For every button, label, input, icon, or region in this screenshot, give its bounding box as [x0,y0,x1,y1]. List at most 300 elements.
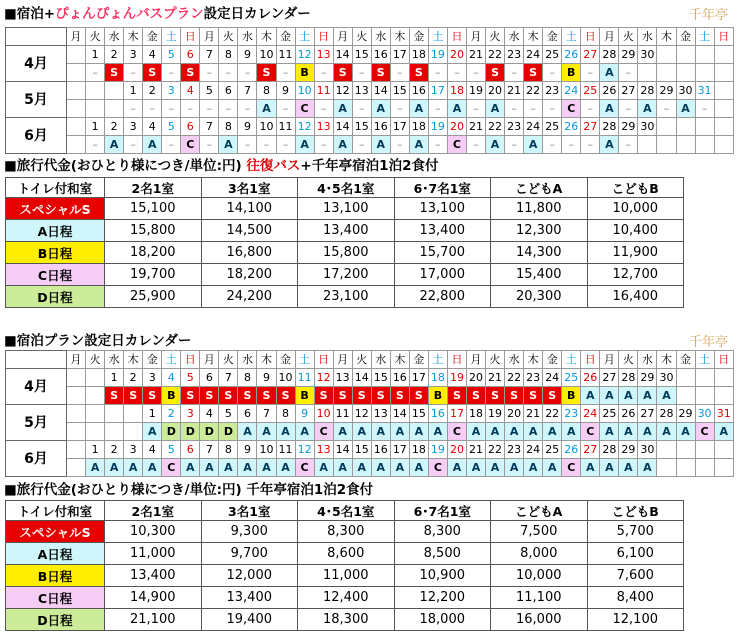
schedule-code-cell [714,100,733,118]
schedule-code-cell: – [619,136,638,154]
schedule-code-cell: A [409,136,428,154]
day-number-cell [657,441,676,459]
day-number-cell [676,369,695,387]
schedule-code-cell: S [238,387,257,405]
price-cell: 13,400 [298,220,395,242]
price-cell: 10,000 [491,565,588,587]
schedule-code-cell: – [276,136,295,154]
price-cell: 18,000 [394,609,491,631]
price-column-header: 4･5名1室 [298,178,395,198]
weekday-header: 水 [371,351,390,369]
schedule-code-cell [695,64,714,82]
schedule-code-cell [105,100,124,118]
price-cell: 14,300 [491,242,588,264]
schedule-code-cell: A [600,136,619,154]
day-number-cell: 17 [428,82,447,100]
schedule-code-cell: A [352,459,371,477]
day-number-cell: 8 [219,118,238,136]
schedule-code-cell: – [86,64,105,82]
price-cell: 23,100 [298,286,395,308]
schedule-code-cell: A [600,423,619,441]
weekday-header: 火 [86,28,105,46]
day-number-cell: 3 [162,82,181,100]
day-number-cell: 8 [219,46,238,64]
day-number-cell [695,441,714,459]
weekday-header: 日 [714,351,733,369]
day-number-cell: 4 [200,405,219,423]
day-number-cell: 1 [124,82,143,100]
weekday-header: 火 [352,351,371,369]
weekday-header: 木 [524,28,543,46]
schedule-code-cell [86,100,105,118]
weekday-header: 火 [486,351,505,369]
price-cell: 8,000 [491,543,588,565]
day-number-cell: 11 [295,369,314,387]
schedule-code-cell: A [143,136,162,154]
price-cell: 25,900 [105,286,202,308]
weekday-header: 木 [524,351,543,369]
price-column-header: 3名1室 [201,178,298,198]
price-row [6,565,684,587]
day-number-cell: 6 [238,405,257,423]
schedule-code-cell: B [162,387,181,405]
brand-label-1: 千年亭 [688,8,728,23]
day-number-cell: 24 [543,369,562,387]
price-row-label: B日程 [6,565,105,587]
plan1-title-prefix: ■宿泊+ [4,6,56,22]
day-number-cell: 23 [524,369,543,387]
schedule-code-cell: A [524,459,543,477]
day-number-cell: 16 [371,46,390,64]
price-cell: 11,800 [491,198,588,220]
day-number-cell [67,405,86,423]
price-cell: 14,100 [201,198,298,220]
schedule-code-cell: B [295,387,314,405]
plan2-calendar-title: ■宿泊プラン設定日カレンダー [4,333,192,349]
plan1-price-title [4,157,438,175]
day-number-cell: 30 [676,82,695,100]
weekday-header: 土 [162,351,181,369]
schedule-code-cell: S [181,64,200,82]
schedule-code-cell: – [314,64,333,82]
price-cell: 10,000 [587,198,684,220]
schedule-code-cell: A [409,100,428,118]
schedule-code-cell: A [638,387,657,405]
schedule-code-cell: A [371,136,390,154]
day-number-cell: 5 [162,441,181,459]
day-number-cell: 3 [124,441,143,459]
day-number-cell: 4 [162,369,181,387]
schedule-code-cell: – [390,100,409,118]
weekday-header: 火 [619,351,638,369]
schedule-code-cell: C [581,423,600,441]
schedule-code-cell: – [352,64,371,82]
schedule-code-cell: C [181,136,200,154]
schedule-code-cell: C [447,423,466,441]
weekday-header: 土 [295,351,314,369]
schedule-code-cell [714,387,733,405]
schedule-code-cell: A [676,423,695,441]
price-cell: 24,200 [201,286,298,308]
schedule-code-cell: S [486,64,505,82]
day-number-cell: 14 [333,441,352,459]
day-number-cell: 15 [371,369,390,387]
day-number-cell: 17 [390,118,409,136]
schedule-code-cell: A [371,100,390,118]
day-number-cell: 1 [86,441,105,459]
price-cell: 12,700 [587,264,684,286]
day-number-cell: 18 [428,369,447,387]
day-number-cell: 2 [162,405,181,423]
day-number-cell: 1 [86,46,105,64]
day-number-cell [86,405,105,423]
schedule-code-cell: – [619,100,638,118]
weekday-header: 日 [581,28,600,46]
price-cell: 15,700 [394,242,491,264]
price-cell: 15,400 [491,264,588,286]
day-number-cell: 20 [447,441,466,459]
schedule-code-cell: A [638,423,657,441]
day-number-cell: 1 [143,405,162,423]
schedule-code-cell: S [390,387,409,405]
schedule-code-cell: – [543,100,562,118]
price-cell: 12,000 [201,565,298,587]
day-number-cell: 31 [695,82,714,100]
day-number-cell: 18 [466,405,485,423]
day-number-cell: 13 [314,46,333,64]
schedule-code-cell: S [409,387,428,405]
price-row [6,198,684,220]
price-cell: 20,300 [491,286,588,308]
price-cell: 16,400 [587,286,684,308]
weekday-header: 金 [543,351,562,369]
day-number-cell: 3 [124,46,143,64]
day-number-cell: 20 [505,405,524,423]
price-row-label: A日程 [6,543,105,565]
day-number-cell: 8 [257,82,276,100]
price-row-label: D日程 [6,286,105,308]
day-number-cell: 7 [200,441,219,459]
day-number-cell: 7 [257,405,276,423]
schedule-code-cell [676,64,695,82]
price-cell: 12,300 [491,220,588,242]
weekday-header: 月 [200,351,219,369]
day-number-cell: 7 [219,369,238,387]
day-number-cell: 24 [524,441,543,459]
weekday-header: 月 [333,28,352,46]
day-number-cell: 20 [447,46,466,64]
schedule-code-cell: – [466,136,485,154]
schedule-code-cell: C [314,423,333,441]
weekday-header: 月 [466,351,485,369]
schedule-code-cell [67,64,86,82]
schedule-code-cell [86,423,105,441]
schedule-code-cell: A [619,387,638,405]
schedule-code-cell: A [143,459,162,477]
calendar-code-row [6,423,734,441]
schedule-code-cell: A [238,459,257,477]
schedule-code-cell: A [486,459,505,477]
price-cell: 12,400 [298,587,395,609]
schedule-code-cell: S [371,64,390,82]
plan2-price-title: ■旅行代金(おひとり様につき/単位:円) 千年亭宿泊1泊2食付 [4,482,374,498]
day-number-cell: 16 [409,82,428,100]
schedule-code-cell: – [543,64,562,82]
schedule-code-cell: – [238,136,257,154]
month-label: 4月 [6,46,67,82]
weekday-header: 土 [695,351,714,369]
schedule-code-cell: S [105,64,124,82]
schedule-code-cell: A [505,423,524,441]
schedule-code-cell [657,136,676,154]
weekday-header: 日 [181,351,200,369]
price-cell: 19,700 [105,264,202,286]
day-number-cell: 20 [466,369,485,387]
weekday-header: 土 [428,28,447,46]
schedule-code-cell [676,459,695,477]
schedule-code-cell: A [638,100,657,118]
price-cell: 6,100 [587,543,684,565]
schedule-code-cell: B [562,387,581,405]
day-number-cell [657,118,676,136]
day-number-cell: 9 [276,82,295,100]
day-number-cell: 19 [447,369,466,387]
day-number-cell: 30 [638,118,657,136]
plan2-price-table [5,500,684,631]
calendar-day-row [6,405,734,423]
price-row-label: スペシャルS [6,198,105,220]
day-number-cell: 1 [86,118,105,136]
calendar-corner-cell [6,351,67,369]
day-number-cell: 7 [200,46,219,64]
price-row [6,521,684,543]
calendar-code-row [6,64,734,82]
schedule-code-cell: A [238,423,257,441]
price-cell: 11,000 [105,543,202,565]
day-number-cell: 29 [619,441,638,459]
schedule-code-cell: A [657,387,676,405]
weekday-header: 月 [600,351,619,369]
schedule-code-cell: A [333,100,352,118]
day-number-cell: 9 [238,46,257,64]
weekday-header: 日 [314,351,333,369]
schedule-code-cell: – [505,136,524,154]
calendar-day-row [6,118,734,136]
price-row [6,286,684,308]
day-number-cell: 13 [333,369,352,387]
schedule-code-cell: A [581,387,600,405]
price-cell: 14,500 [201,220,298,242]
weekday-header: 水 [105,28,124,46]
day-number-cell: 29 [638,369,657,387]
weekday-header: 木 [657,28,676,46]
day-number-cell: 3 [124,118,143,136]
weekday-header: 水 [638,28,657,46]
day-number-cell [105,405,124,423]
day-number-cell: 11 [276,441,295,459]
price-cell: 18,200 [105,242,202,264]
day-number-cell [714,82,733,100]
day-number-cell: 31 [714,405,733,423]
schedule-code-cell: – [162,100,181,118]
day-number-cell: 22 [543,405,562,423]
schedule-code-cell: – [505,64,524,82]
day-number-cell: 18 [447,82,466,100]
schedule-code-cell: B [295,64,314,82]
day-number-cell: 4 [143,46,162,64]
day-number-cell: 18 [409,46,428,64]
price-cell: 8,500 [394,543,491,565]
schedule-code-cell: – [124,136,143,154]
schedule-code-cell: – [181,100,200,118]
price-cell: 7,600 [587,565,684,587]
calendar-weekday-row [6,28,734,46]
month-label: 4月 [6,369,67,405]
day-number-cell: 18 [409,441,428,459]
schedule-code-cell [67,459,86,477]
weekday-header: 日 [447,28,466,46]
weekday-header: 金 [543,28,562,46]
weekday-header: 月 [466,28,485,46]
day-number-cell: 26 [562,46,581,64]
weekday-header: 土 [695,28,714,46]
schedule-code-cell: S [524,64,543,82]
day-number-cell: 2 [143,82,162,100]
weekday-header: 水 [505,28,524,46]
plan1-price-table [5,177,684,308]
schedule-code-cell [105,423,124,441]
schedule-code-cell: A [333,459,352,477]
schedule-code-cell: – [524,100,543,118]
day-number-cell: 15 [352,46,371,64]
day-number-cell: 11 [276,46,295,64]
day-number-cell: 24 [524,46,543,64]
price-cell: 7,500 [491,521,588,543]
schedule-code-cell: – [619,64,638,82]
price-cell: 11,000 [298,565,395,587]
schedule-code-cell: – [562,136,581,154]
day-number-cell [67,82,86,100]
price-row-label: B日程 [6,242,105,264]
schedule-code-cell: A [409,423,428,441]
weekday-header: 火 [619,28,638,46]
schedule-code-cell: A [371,423,390,441]
day-number-cell: 21 [466,118,485,136]
schedule-code-cell: C [295,100,314,118]
schedule-code-cell: A [543,423,562,441]
day-number-cell [67,118,86,136]
calendar-code-row [6,459,734,477]
schedule-code-cell [67,387,86,405]
schedule-code-cell: – [314,100,333,118]
calendar-day-row [6,369,734,387]
weekday-header: 水 [105,351,124,369]
day-number-cell: 19 [486,405,505,423]
day-number-cell: 2 [124,369,143,387]
day-number-cell: 26 [619,405,638,423]
weekday-header: 金 [143,351,162,369]
day-number-cell: 10 [295,82,314,100]
schedule-code-cell: A [657,423,676,441]
day-number-cell: 27 [581,441,600,459]
price-cell: 10,400 [587,220,684,242]
schedule-code-cell: S [219,387,238,405]
weekday-header: 日 [581,351,600,369]
schedule-code-cell: S [543,387,562,405]
day-number-cell [86,82,105,100]
price-cell: 10,300 [105,521,202,543]
day-number-cell: 13 [314,118,333,136]
day-number-cell: 6 [181,441,200,459]
schedule-code-cell: A [486,423,505,441]
day-number-cell: 19 [428,46,447,64]
day-number-cell: 2 [105,118,124,136]
price-cell: 8,400 [587,587,684,609]
day-number-cell: 29 [619,118,638,136]
day-number-cell: 11 [276,118,295,136]
price-cell: 12,100 [587,609,684,631]
price-cell: 11,100 [491,587,588,609]
day-number-cell: 30 [638,46,657,64]
price-cell: 13,400 [201,587,298,609]
day-number-cell: 23 [505,441,524,459]
day-number-cell: 28 [600,46,619,64]
price-cell: 13,100 [394,198,491,220]
day-number-cell: 3 [181,405,200,423]
schedule-code-cell: S [333,64,352,82]
day-number-cell: 22 [486,118,505,136]
day-number-cell [86,369,105,387]
day-number-cell: 17 [390,441,409,459]
schedule-code-cell: A [486,100,505,118]
day-number-cell [676,441,695,459]
weekday-header: 木 [657,351,676,369]
price-cell: 18,300 [298,609,395,631]
weekday-header: 金 [276,351,295,369]
day-number-cell: 10 [276,369,295,387]
day-number-cell [67,441,86,459]
day-number-cell: 12 [352,405,371,423]
day-number-cell [67,369,86,387]
day-number-cell: 25 [543,46,562,64]
price-cell: 9,300 [201,521,298,543]
day-number-cell: 10 [257,46,276,64]
day-number-cell: 25 [581,82,600,100]
price-row [6,220,684,242]
day-number-cell: 15 [390,82,409,100]
price-column-header: 6･7名1室 [394,501,491,521]
schedule-code-cell: – [466,64,485,82]
schedule-code-cell: A [86,459,105,477]
day-number-cell: 13 [371,405,390,423]
schedule-code-cell: S [200,387,219,405]
day-number-cell [676,46,695,64]
day-number-cell: 21 [524,405,543,423]
schedule-code-cell [657,459,676,477]
day-number-cell: 30 [638,441,657,459]
price-row-label: C日程 [6,264,105,286]
price-cell: 15,800 [298,242,395,264]
schedule-code-cell: A [257,100,276,118]
day-number-cell: 5 [162,118,181,136]
schedule-code-cell: B [562,64,581,82]
schedule-code-cell: D [181,423,200,441]
price-row [6,609,684,631]
day-number-cell: 23 [562,405,581,423]
price-row [6,587,684,609]
schedule-code-cell: – [200,100,219,118]
weekday-header: 木 [257,28,276,46]
